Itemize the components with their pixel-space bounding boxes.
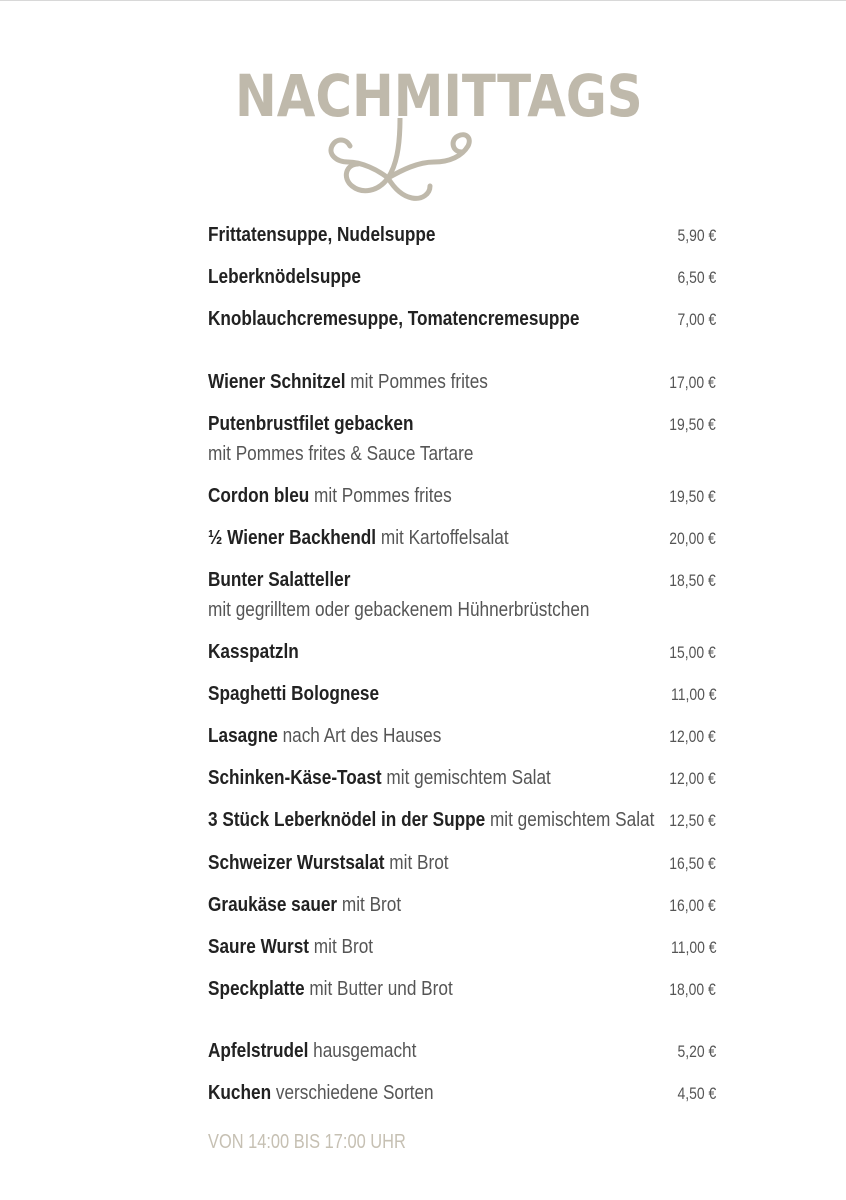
item-name: Spaghetti Bolognese [208, 683, 380, 705]
item-name: Saure Wurst [208, 936, 310, 958]
item-price: 12,00 € [669, 727, 716, 746]
item-price: 18,50 € [669, 571, 716, 590]
item-price: 5,20 € [677, 1042, 716, 1061]
item-name: Cordon bleu [208, 485, 310, 507]
item-description: mit Brot [389, 852, 449, 874]
item-name: Wiener Schnitzel [208, 371, 346, 393]
item-name: Kasspatzln [208, 641, 299, 663]
menu-item [208, 976, 716, 1002]
item-name: Schweizer Wurstsalat [208, 852, 385, 874]
item-name: Knoblauchcremesuppe, Tomatencremesuppe [208, 308, 580, 330]
menu-item [208, 1080, 716, 1106]
item-price: 6,50 € [677, 268, 716, 287]
item-price: 4,50 € [677, 1084, 716, 1103]
item-name: Leberknödelsuppe [208, 266, 361, 288]
item-description: mit Pommes frites [350, 371, 488, 393]
menu-item [208, 934, 716, 960]
menu-item [208, 850, 716, 876]
item-description: mit gegrilltem oder gebackenem Hühnerbrüstchen [208, 599, 590, 621]
menu-item [208, 306, 716, 332]
menu-item [208, 681, 716, 707]
menu-item [208, 369, 716, 395]
menu-item [208, 567, 716, 623]
item-description: nach Art des Hauses [282, 725, 442, 747]
item-price: 20,00 € [669, 529, 716, 548]
item-name: Graukäse sauer [208, 894, 338, 916]
item-price: 11,00 € [670, 685, 716, 704]
menu-item [208, 639, 716, 665]
menu-item [208, 765, 716, 791]
item-price: 12,50 € [669, 811, 716, 830]
item-description: mit Pommes frites [314, 485, 452, 507]
item-price: 19,50 € [669, 487, 716, 506]
item-name: Frittatensuppe, Nudelsuppe [208, 224, 436, 246]
item-name: Schinken-Käse-Toast [208, 767, 382, 789]
item-description: mit gemischtem Salat [489, 809, 655, 831]
menu-item [208, 723, 716, 749]
item-price: 17,00 € [669, 373, 716, 392]
item-name: Lasagne [208, 725, 278, 747]
item-price: 7,00 € [677, 310, 716, 329]
item-description: mit Pommes frites & Sauce Tartare [208, 443, 474, 465]
item-description: mit Brot [341, 894, 402, 916]
menu-item [208, 483, 716, 509]
menu-item [208, 264, 716, 290]
menu-item [208, 222, 716, 248]
item-name: Bunter Salatteller [208, 569, 351, 591]
menu-item [208, 1038, 716, 1064]
menu-item [208, 411, 716, 467]
item-description: mit Brot [313, 936, 374, 958]
item-name: 3 Stück Leberknödel in der Suppe [208, 809, 486, 831]
item-description: hausgemacht [313, 1040, 417, 1062]
opening-hours-note: VON 14:00 BIS 17:00 UHR [208, 1131, 406, 1153]
item-description: mit Butter und Brot [309, 978, 453, 1000]
item-name: Apfelstrudel [208, 1040, 309, 1062]
top-divider [0, 0, 846, 1]
item-description: mit gemischtem Salat [386, 767, 551, 789]
item-description: mit Kartoffelsalat [380, 527, 509, 549]
page-title: NACHMITTAGS [235, 62, 643, 130]
item-price: 11,00 € [670, 938, 716, 957]
item-price: 5,90 € [677, 226, 716, 245]
item-price: 12,00 € [669, 769, 716, 788]
item-name: Putenbrustfilet gebacken [208, 413, 414, 435]
item-price: 19,50 € [669, 415, 716, 434]
item-price: 18,00 € [669, 980, 716, 999]
item-price: 15,00 € [669, 643, 716, 662]
item-price: 16,50 € [669, 854, 716, 873]
item-price: 16,00 € [669, 896, 716, 915]
item-name: ½ Wiener Backhendl [208, 527, 377, 549]
item-name: Kuchen [208, 1082, 272, 1104]
flourish-ornament-icon [322, 118, 478, 208]
menu-item [208, 525, 716, 551]
item-description: verschiedene Sorten [275, 1082, 434, 1104]
item-name: Speckplatte [208, 978, 305, 1000]
menu-item [208, 892, 716, 918]
menu-item [208, 807, 716, 833]
